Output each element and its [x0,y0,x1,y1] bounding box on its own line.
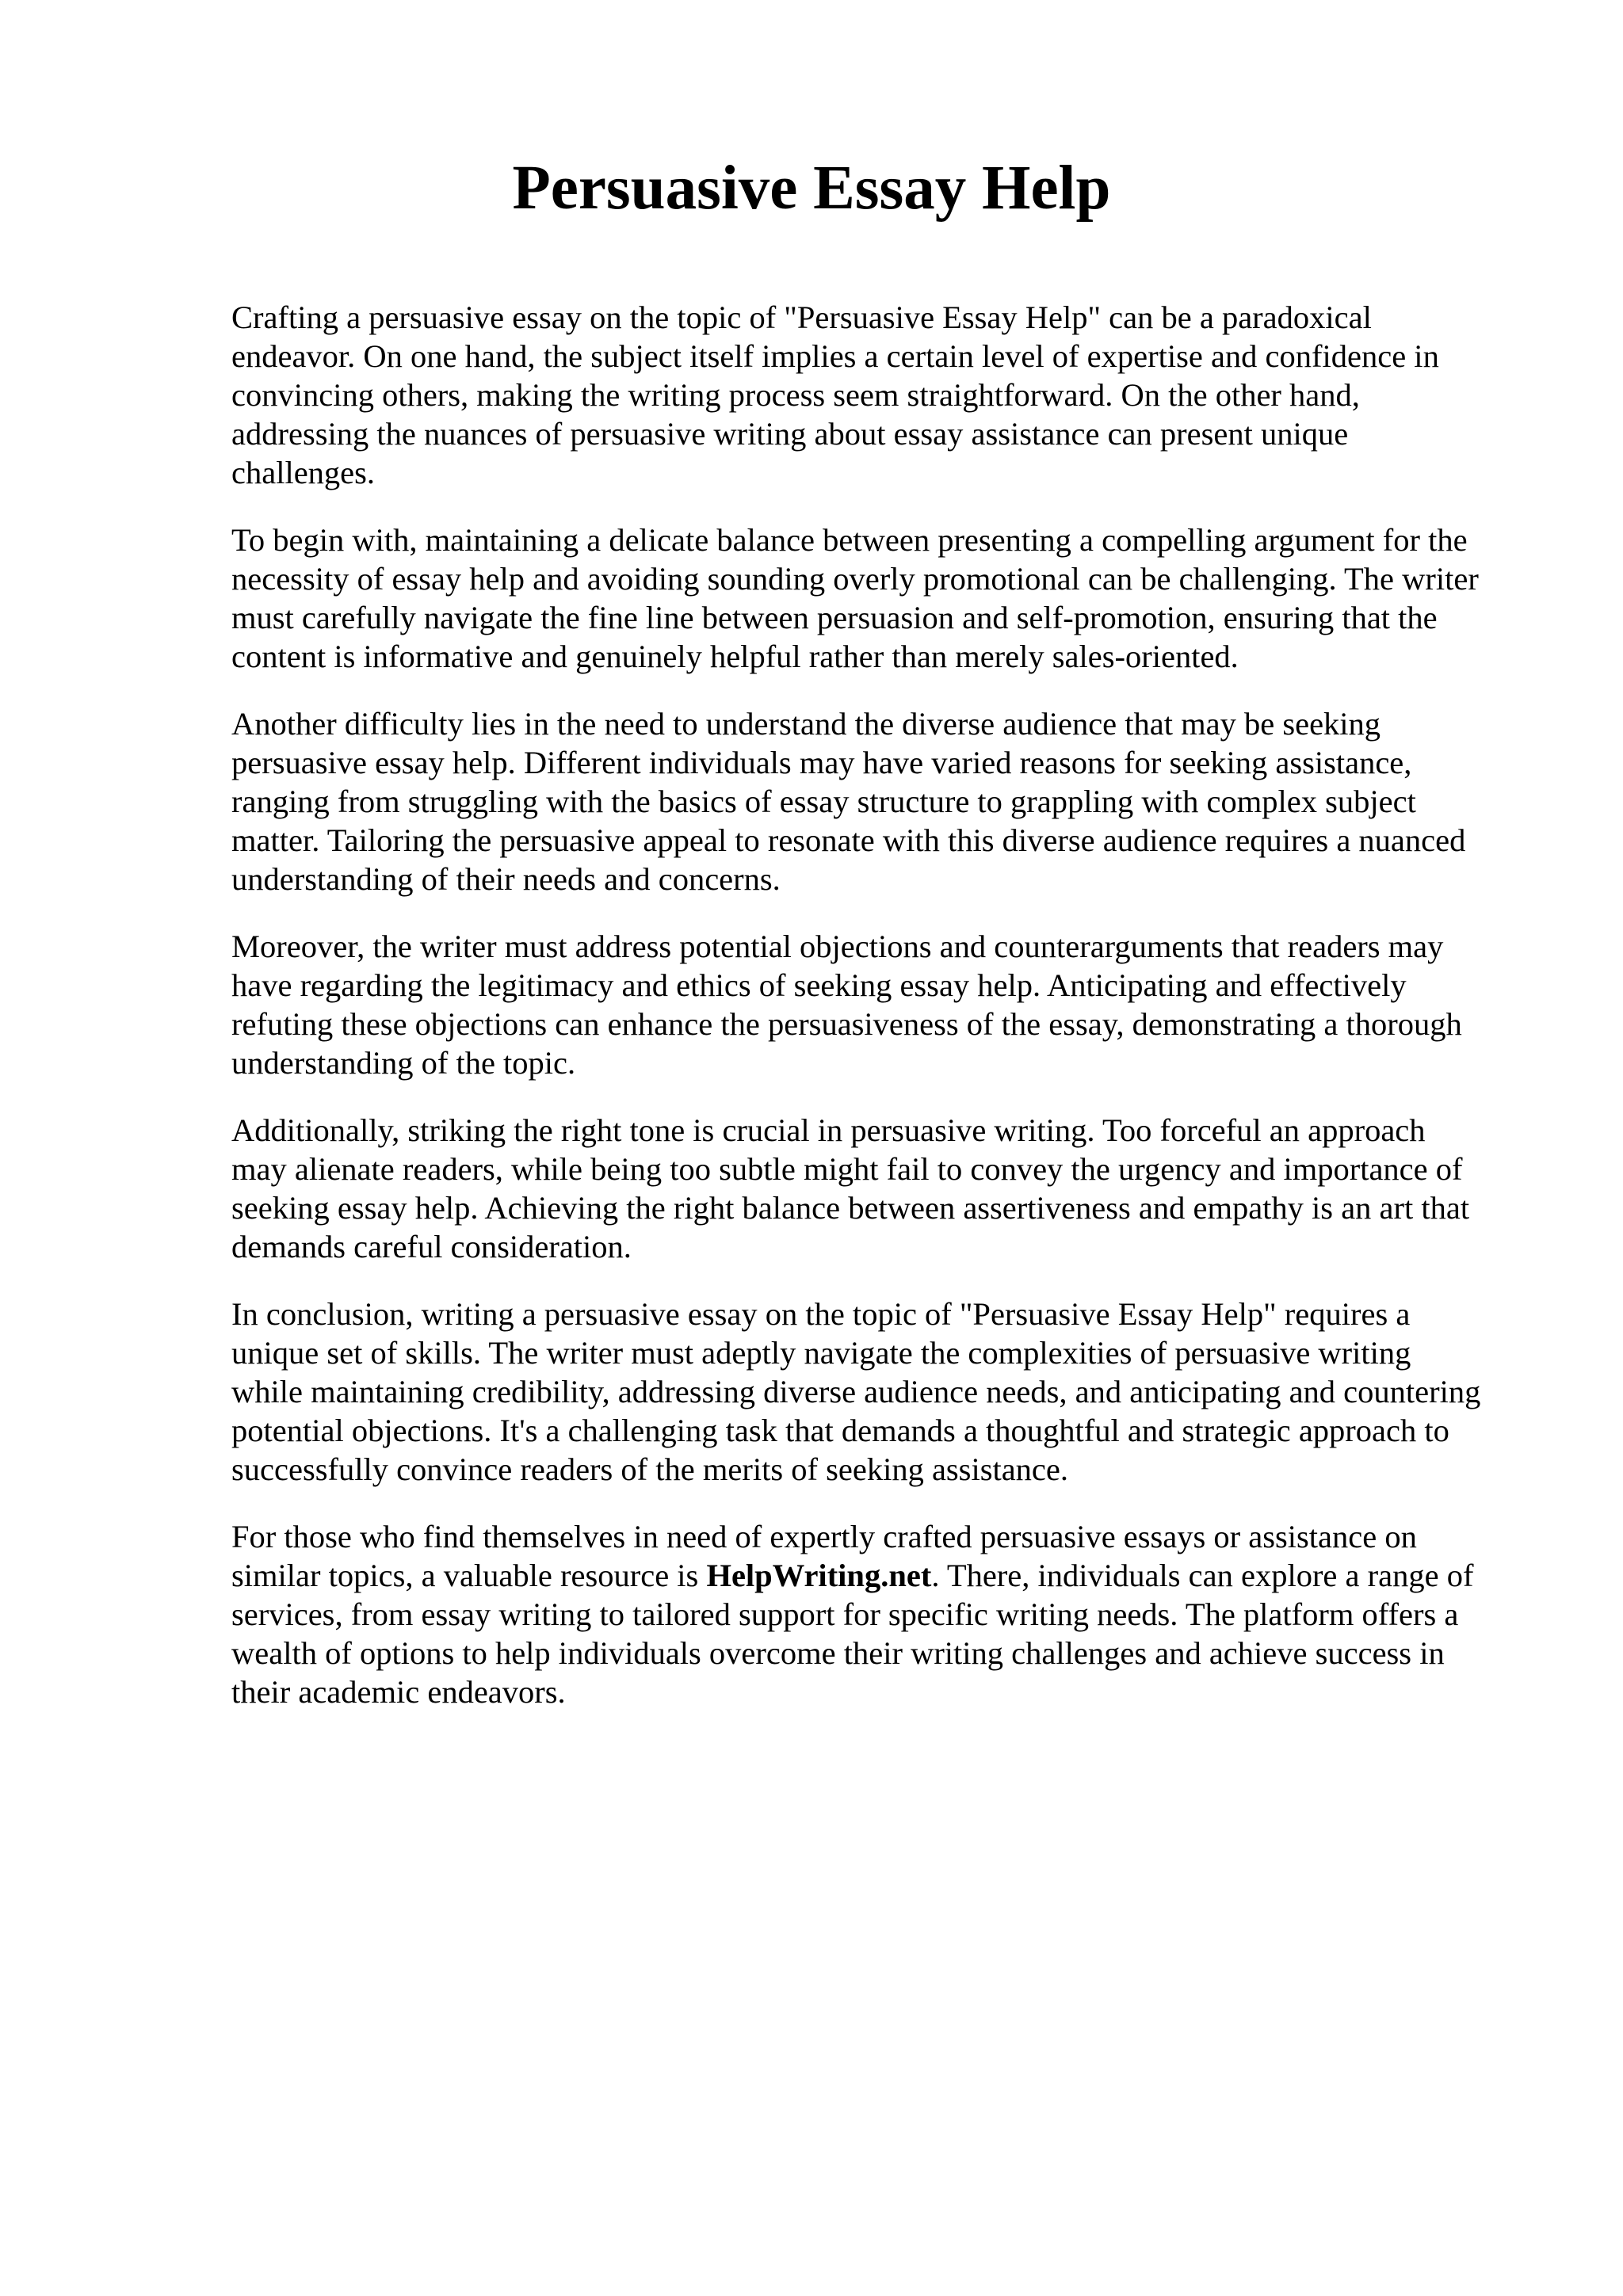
paragraph-line: demands careful consideration. [231,1229,632,1264]
paragraph-line: addressing the nuances of persuasive writing about essay assistance can present unique [231,416,1349,452]
paragraph-4 [231,927,1523,1082]
paragraph-line: endeavor. On one hand, the subject itself implies a certain level of expertise and confidence in [231,338,1439,374]
paragraph-7 [231,1517,1523,1711]
paragraph-line: content is informative and genuinely helpful rather than merely sales-oriented. [231,639,1239,674]
paragraph-5 [231,1111,1523,1266]
paragraph-line: necessity of essay help and avoiding sounding overly promotional can be challenging. The writer [231,561,1479,597]
paragraph-line: In conclusion, writing a persuasive essay on the topic of "Persuasive Essay Help" requires a [231,1296,1411,1332]
paragraph-line: ranging from struggling with the basics of essay structure to grappling with complex subject [231,784,1416,819]
paragraph-line: have regarding the legitimacy and ethics of seeking essay help. Anticipating and effectively [231,967,1407,1003]
page-title: Persuasive Essay Help [512,154,1111,223]
essay-body [231,298,1523,1740]
paragraph-line: understanding of their needs and concerns. [231,861,781,897]
paragraph-2 [231,521,1523,676]
paragraph-line: refuting these objections can enhance the persuasiveness of the essay, demonstrating a thorough [231,1006,1462,1042]
link-trail-text: . There, individuals can explore a range of [931,1558,1474,1593]
paragraph-line: wealth of options to help individuals overcome their writing challenges and achieve success in [231,1635,1445,1671]
paragraph-line: Crafting a persuasive essay on the topic of "Persuasive Essay Help" can be a paradoxical [231,299,1372,335]
link-lead-text: similar topics, a valuable resource is [231,1558,707,1593]
paragraph-3 [231,704,1523,898]
paragraph-line: To begin with, maintaining a delicate balance between presenting a compelling argument for the [231,522,1468,558]
paragraph-line: convincing others, making the writing process seem straightforward. On the other hand, [231,377,1360,413]
paragraph-line: while maintaining credibility, addressing diverse audience needs, and anticipating and countering [231,1374,1481,1409]
paragraph-line: Additionally, striking the right tone is crucial in persuasive writing. Too forceful an approach [231,1112,1426,1148]
paragraph-line: unique set of skills. The writer must adeptly navigate the complexities of persuasive writing [231,1335,1411,1371]
paragraph-line: Another difficulty lies in the need to understand the diverse audience that may be seeking [231,706,1381,742]
paragraph-line: seeking essay help. Achieving the right balance between assertiveness and empathy is an art that [231,1190,1470,1226]
paragraph-line: may alienate readers, while being too subtle might fail to convey the urgency and importance of [231,1151,1463,1187]
paragraph-line: challenges. [231,455,376,490]
paragraph-line: matter. Tailoring the persuasive appeal to resonate with this diverse audience requires a nuanced [231,822,1466,858]
paragraph-line: Moreover, the writer must address potential objections and counterarguments that readers may [231,929,1444,964]
paragraph-line: must carefully navigate the fine line between persuasion and self-promotion, ensuring that the [231,600,1438,635]
paragraph-line: For those who find themselves in need of expertly crafted persuasive essays or assistance on [231,1519,1417,1554]
paragraph-1 [231,298,1523,492]
paragraph-line: successfully convince readers of the merits of seeking assistance. [231,1451,1069,1487]
paragraph-line: persuasive essay help. Different individuals may have varied reasons for seeking assistance, [231,745,1412,780]
paragraph-line-with-link [231,1556,1523,1595]
helpwriting-link[interactable]: HelpWriting.net [706,1558,932,1593]
paragraph-line: understanding of the topic. [231,1045,576,1081]
paragraph-line: their academic endeavors. [231,1674,566,1710]
paragraph-6 [231,1295,1523,1489]
paragraph-line: services, from essay writing to tailored support for specific writing needs. The platform offers a [231,1596,1459,1632]
paragraph-line: potential objections. It's a challenging task that demands a thoughtful and strategic approach to [231,1413,1449,1448]
